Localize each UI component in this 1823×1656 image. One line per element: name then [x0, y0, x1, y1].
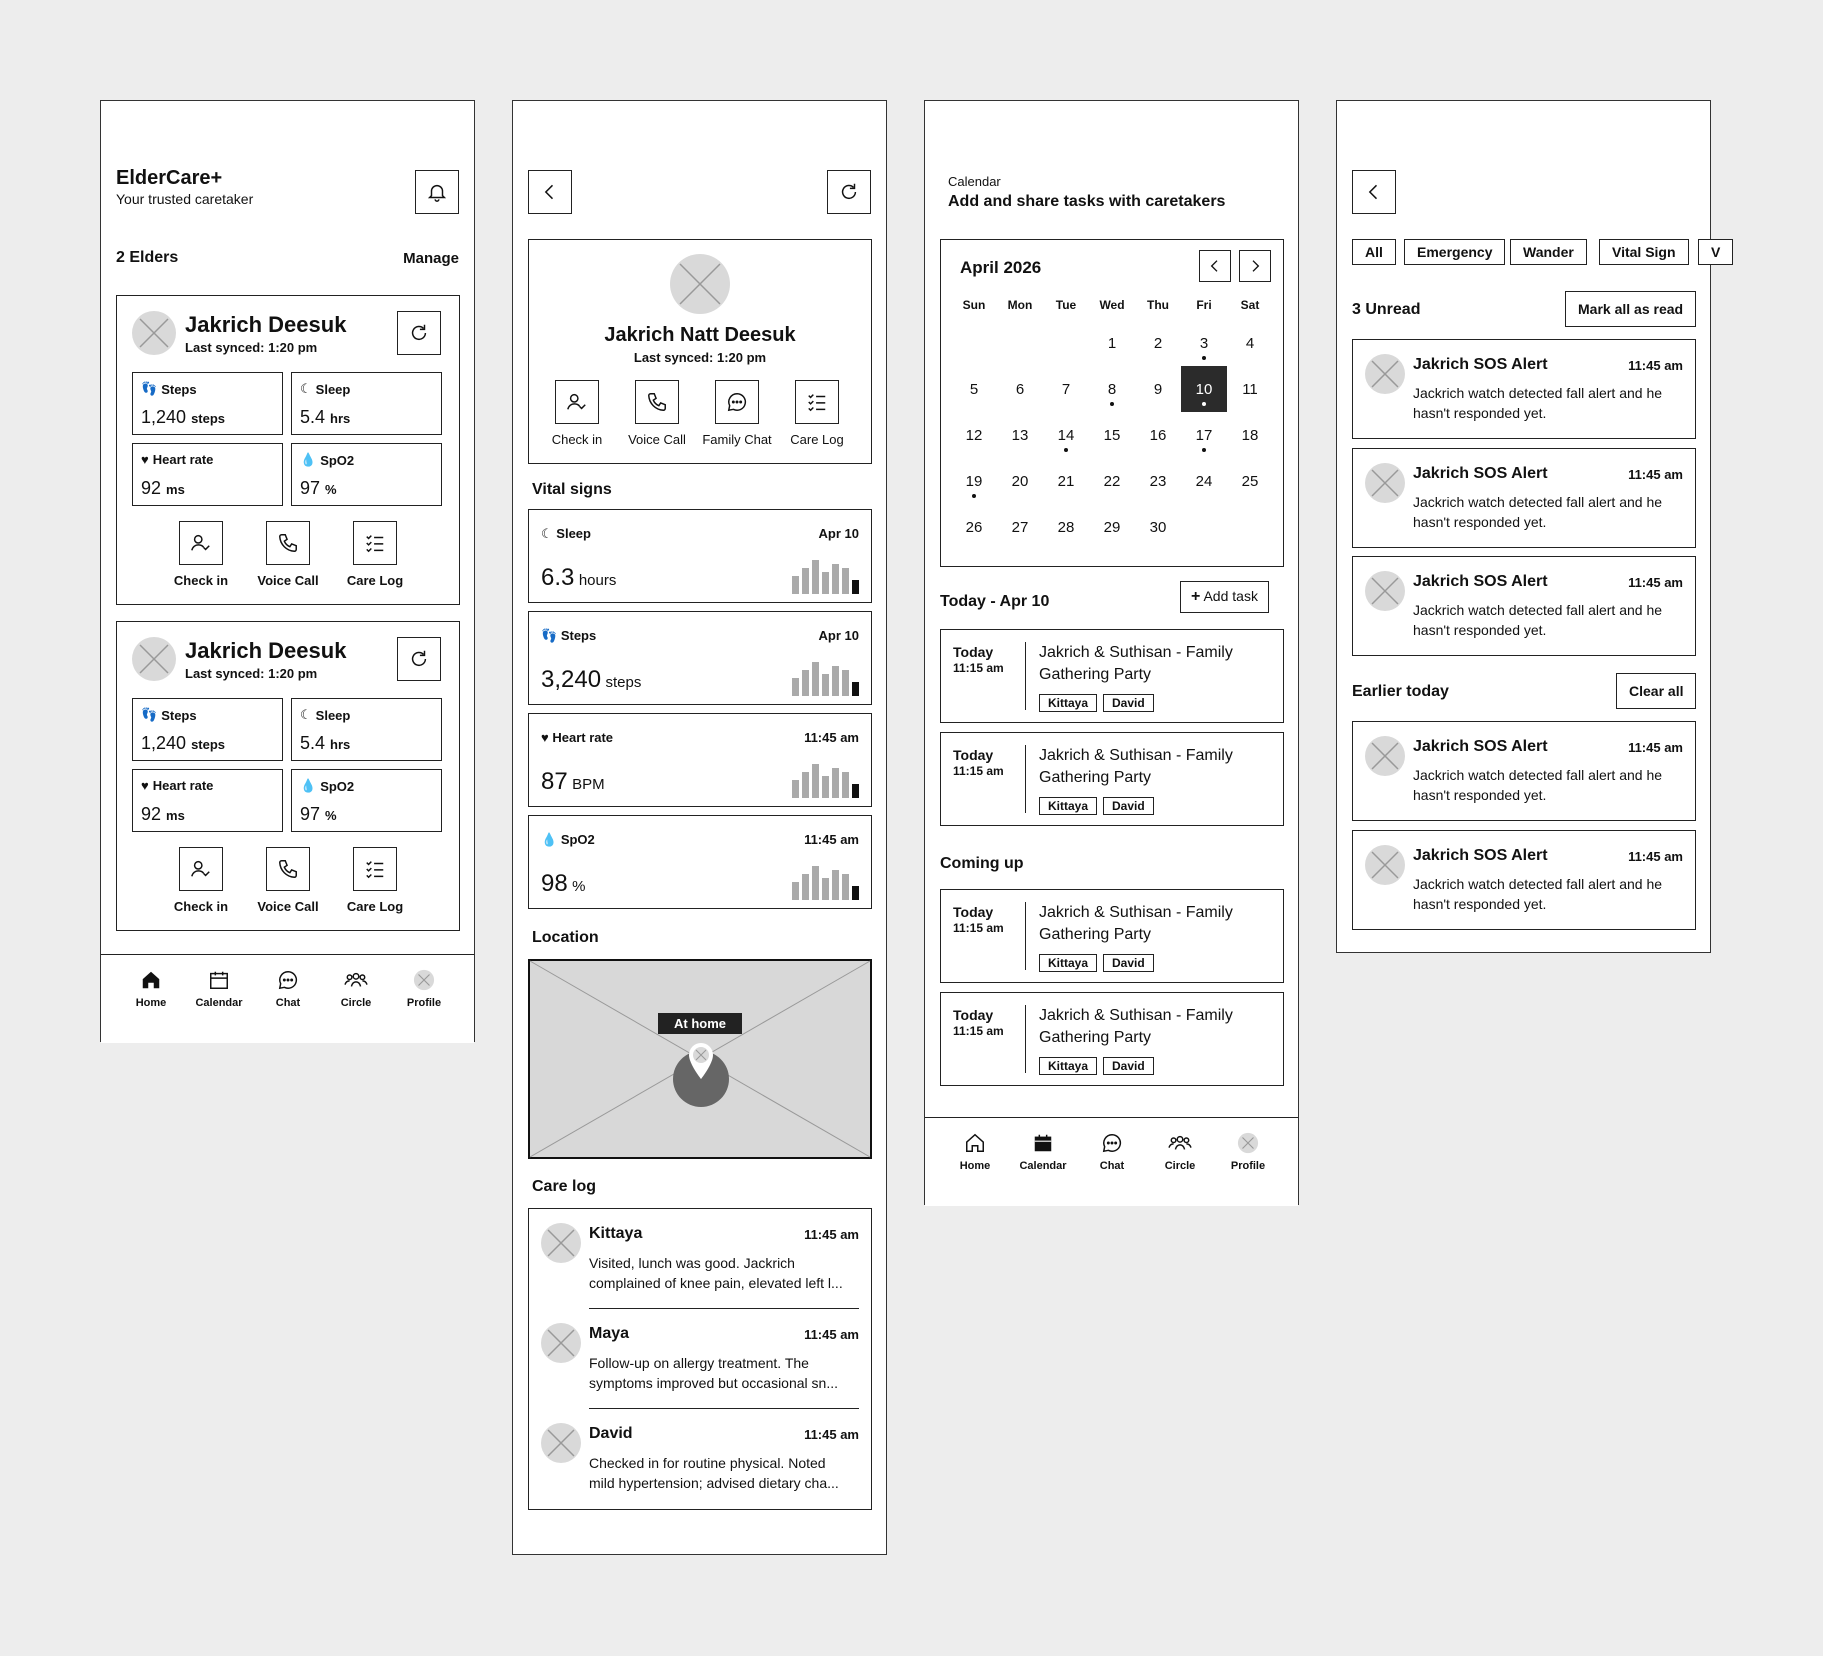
today-title: Today - Apr 10: [940, 593, 1050, 610]
event-card[interactable]: Today 11:15 am Jakrich & Suthisan - Family Gathering Party Kittaya David: [940, 889, 1284, 983]
app-subtitle: Your trusted caretaker: [116, 191, 254, 207]
calendar-empty: [1227, 504, 1273, 550]
drop-icon: 💧: [300, 778, 317, 793]
bell-icon: [426, 181, 448, 203]
calendar-day[interactable]: 4: [1245, 334, 1255, 352]
weekday-label: Fri: [1196, 298, 1212, 312]
calendar-day[interactable]: 23: [1149, 472, 1167, 490]
event-card[interactable]: Today 11:15 am Jakrich & Suthisan - Family Gathering Party Kittaya David: [940, 992, 1284, 1086]
steps-vital-card[interactable]: 👣 Steps Apr 10 3,240 steps: [528, 611, 872, 705]
phone-icon: [646, 391, 668, 413]
avatar: [1365, 736, 1405, 776]
vitals-list: [528, 509, 872, 909]
tag-chip: Kittaya: [1039, 954, 1097, 972]
prev-month-button[interactable]: [1199, 250, 1231, 282]
heart-rate-vital-card[interactable]: ♥ Heart rate 11:45 am 87 BPM: [528, 713, 872, 807]
voice-call-button[interactable]: Voice Call: [245, 847, 331, 914]
filter-vital-sign[interactable]: Vital Sign: [1599, 239, 1689, 265]
calendar-icon: [1032, 1132, 1054, 1154]
month-calendar: [940, 239, 1284, 567]
calendar-day[interactable]: 28: [1057, 518, 1075, 536]
calendar-day[interactable]: 22: [1103, 472, 1121, 490]
calendar-day[interactable]: 11: [1242, 380, 1258, 398]
nav-calendar[interactable]: Calendar: [1008, 1132, 1078, 1172]
earlier-list: [1352, 721, 1696, 937]
last-synced: Last synced: 1:20 pm: [633, 350, 767, 365]
profile-avatar-icon: [1237, 1132, 1259, 1154]
care-log-button[interactable]: Care Log: [777, 380, 857, 447]
event-dot: [1064, 448, 1068, 452]
steps-sparkline: [792, 662, 859, 696]
drop-icon: 💧: [300, 452, 317, 467]
calendar-day[interactable]: 8: [1089, 366, 1135, 412]
event-dot: [1202, 402, 1206, 406]
weekday-label: Wed: [1099, 298, 1125, 312]
tag-chip: David: [1103, 797, 1154, 815]
chevron-left-icon: [1364, 182, 1384, 202]
calendar-day[interactable]: 9: [1153, 380, 1163, 398]
avatar: [670, 254, 730, 314]
moon-icon: ☾: [300, 381, 312, 396]
voice-call-button[interactable]: Voice Call: [617, 380, 697, 447]
location-map[interactable]: [528, 959, 872, 1159]
calendar-day[interactable]: 16: [1149, 426, 1167, 444]
home-icon: [140, 969, 162, 991]
bottom-nav: [101, 954, 474, 1043]
home-icon: [964, 1132, 986, 1154]
calendar-icon: [208, 969, 230, 991]
calendar-day[interactable]: 26: [965, 518, 983, 536]
calendar-day[interactable]: 15: [1103, 426, 1121, 444]
clear-all-button[interactable]: Clear all: [1616, 673, 1696, 709]
calendar-empty: [951, 320, 997, 366]
chat-icon: [277, 969, 299, 991]
weekday-label: Tue: [1055, 298, 1077, 312]
event-dot: [1110, 402, 1114, 406]
nav-home[interactable]: Home: [116, 969, 186, 1009]
filter-wander[interactable]: Wander: [1510, 239, 1587, 265]
tag-chip: David: [1103, 1057, 1154, 1075]
avatar: [132, 311, 176, 355]
earlier-title: Earlier today: [1352, 683, 1449, 700]
calendar-day[interactable]: 18: [1241, 426, 1259, 444]
heart-icon: ♥: [141, 778, 149, 793]
sleep-sparkline: [792, 560, 859, 594]
bottom-nav: [925, 1117, 1298, 1206]
screen-label: Calendar: [948, 174, 1001, 189]
elder-full-name: Jakrich Natt Deesuk: [604, 324, 796, 346]
calendar-empty: [1043, 320, 1089, 366]
calendar-empty: [997, 320, 1043, 366]
sleep-stat: ☾ Sleep 5.4 hrs: [291, 698, 442, 761]
mark-all-read-button[interactable]: Mark all as read: [1565, 291, 1696, 327]
calendar-day[interactable]: 20: [1011, 472, 1029, 490]
calendar-day[interactable]: 12: [965, 426, 983, 444]
nav-profile[interactable]: Profile: [1213, 1132, 1283, 1172]
chat-icon: [726, 391, 748, 413]
chevron-left-icon: [1207, 258, 1223, 274]
checklist-icon: [806, 391, 828, 413]
person-check-icon: [190, 532, 212, 554]
heart-rate-sparkline: [792, 764, 859, 798]
people-icon: [1168, 1132, 1192, 1154]
avatar: [541, 1323, 581, 1363]
avatar: [1365, 354, 1405, 394]
refresh-button[interactable]: [397, 637, 441, 681]
weekday-label: Mon: [1007, 298, 1033, 312]
elders-count: 2 Elders: [116, 249, 179, 266]
tag-chip: Kittaya: [1039, 1057, 1097, 1075]
tag-chip: Kittaya: [1039, 694, 1097, 712]
nav-circle[interactable]: Circle: [321, 969, 391, 1009]
chat-icon: [1101, 1132, 1123, 1154]
refresh-icon: [838, 181, 860, 203]
calendar-day[interactable]: 19: [951, 458, 997, 504]
check-in-button[interactable]: Check in: [158, 521, 244, 588]
spo2-stat: 💧 SpO2 97 %: [291, 769, 442, 832]
refresh-button[interactable]: [397, 311, 441, 355]
chevron-right-icon: [1247, 258, 1263, 274]
weekday-label: Sun: [962, 298, 986, 312]
elder-card[interactable]: [116, 295, 460, 605]
family-chat-button[interactable]: Family Chat: [697, 380, 777, 447]
phone-icon: [277, 532, 299, 554]
month-label: April 2026: [960, 258, 1042, 277]
filter-more[interactable]: V: [1698, 239, 1733, 265]
nav-home[interactable]: Home: [940, 1132, 1010, 1172]
profile-avatar-icon: [413, 969, 435, 991]
avatar: [1365, 845, 1405, 885]
event-dot: [1202, 356, 1206, 360]
voice-call-button[interactable]: Voice Call: [245, 521, 331, 588]
sleep-stat: ☾ Sleep 5.4 hrs: [291, 372, 442, 435]
nav-calendar[interactable]: Calendar: [184, 969, 254, 1009]
people-icon: [344, 969, 368, 991]
avatar: [132, 637, 176, 681]
weekday-label: Thu: [1147, 298, 1169, 312]
filter-emergency[interactable]: Emergency: [1404, 239, 1505, 265]
manage-link[interactable]: Manage: [403, 250, 459, 267]
footprints-icon: 👣: [541, 628, 558, 643]
map-pin-icon: [672, 1039, 730, 1107]
alert-notification[interactable]: Jakrich SOS Alert 11:45 am Jackrich watch detected fall alert and he hasn't responded yet.: [1352, 448, 1696, 548]
alert-notification[interactable]: Jakrich SOS Alert 11:45 am Jackrich watch detected fall alert and he hasn't responded yet.: [1352, 721, 1696, 821]
notifications-button[interactable]: [415, 170, 459, 214]
event-card[interactable]: Today 11:15 am Jakrich & Suthisan - Family Gathering Party Kittaya David: [940, 732, 1284, 826]
heart-rate-stat: ♥ Heart rate 92 ms: [132, 443, 283, 506]
location-title: Location: [532, 929, 599, 946]
vital-signs-title: Vital signs: [532, 481, 612, 498]
footprints-icon: 👣: [141, 707, 158, 722]
care-log-button[interactable]: Care Log: [332, 521, 418, 588]
unread-list: [1352, 339, 1696, 663]
elder-card[interactable]: [116, 621, 460, 931]
care-log-button[interactable]: Care Log: [332, 847, 418, 914]
last-synced: Last synced: 1:20 pm: [185, 340, 318, 355]
tag-chip: David: [1103, 694, 1154, 712]
refresh-icon: [408, 322, 430, 344]
calendar-day[interactable]: 14: [1043, 412, 1089, 458]
profile-card: [528, 239, 872, 464]
heart-icon: ♥: [141, 452, 149, 467]
coming-up-title: Coming up: [940, 855, 1024, 872]
drop-icon: 💧: [541, 832, 558, 847]
weekday-label: Sat: [1240, 298, 1260, 312]
elder-detail-screen: [512, 100, 887, 1555]
back-button[interactable]: [528, 170, 572, 214]
check-in-button[interactable]: Check in: [537, 380, 617, 447]
avatar: [1365, 571, 1405, 611]
unread-count: 3 Unread: [1352, 301, 1421, 318]
checklist-icon: [364, 858, 386, 880]
next-month-button[interactable]: [1239, 250, 1271, 282]
refresh-button[interactable]: [827, 170, 871, 214]
tag-chip: David: [1103, 954, 1154, 972]
calendar-day[interactable]: 7: [1061, 380, 1071, 398]
filter-all[interactable]: All: [1352, 239, 1396, 265]
calendar-day[interactable]: 6: [1015, 380, 1025, 398]
last-synced: Last synced: 1:20 pm: [185, 666, 318, 681]
app-title: ElderCare+: [116, 167, 223, 189]
location-label: At home: [658, 1013, 742, 1034]
footprints-icon: 👣: [141, 381, 158, 396]
phone-icon: [277, 858, 299, 880]
care-log-entry[interactable]: David 11:45 am Checked in for routine physical. Noted mild hypertension; advised dietary cha...: [529, 1409, 871, 1509]
person-check-icon: [190, 858, 212, 880]
care-log-entry[interactable]: Kittaya 11:45 am Visited, lunch was good. Jackrich complained of knee pain, elevated left l...: [529, 1209, 871, 1309]
steps-stat: 👣 Steps 1,240 steps: [132, 372, 283, 435]
nav-chat[interactable]: Chat: [253, 969, 323, 1009]
spo2-vital-card[interactable]: 💧 SpO2 11:45 am 98 %: [528, 815, 872, 909]
checklist-icon: [364, 532, 386, 554]
calendar-day[interactable]: 2: [1153, 334, 1163, 352]
avatar: [541, 1423, 581, 1463]
plus-icon: +: [1191, 588, 1201, 605]
calendar-day[interactable]: 29: [1103, 518, 1121, 536]
event-dot: [1202, 448, 1206, 452]
calendar-day[interactable]: 1: [1107, 334, 1117, 352]
add-task-button[interactable]: + Add task: [1180, 581, 1269, 613]
calendar-day[interactable]: 21: [1057, 472, 1075, 490]
care-log-entry[interactable]: Maya 11:45 am Follow-up on allergy treatment. The symptoms improved but occasional sn...: [529, 1309, 871, 1409]
event-dot: [972, 494, 976, 498]
calendar-day[interactable]: 3: [1181, 320, 1227, 366]
back-button[interactable]: [1352, 170, 1396, 214]
calendar-empty: [1181, 504, 1227, 550]
nav-profile[interactable]: Profile: [389, 969, 459, 1009]
check-in-button[interactable]: Check in: [158, 847, 244, 914]
calendar-day[interactable]: 27: [1011, 518, 1029, 536]
nav-chat[interactable]: Chat: [1077, 1132, 1147, 1172]
calendar-day[interactable]: 10: [1181, 366, 1227, 412]
moon-icon: ☾: [541, 526, 553, 541]
alert-notification[interactable]: Jakrich SOS Alert 11:45 am Jackrich watch detected fall alert and he hasn't responded yet.: [1352, 339, 1696, 439]
spo2-sparkline: [792, 866, 859, 900]
heart-icon: ♥: [541, 730, 549, 745]
calendar-day[interactable]: 17: [1181, 412, 1227, 458]
moon-icon: ☾: [300, 707, 312, 722]
calendar-day[interactable]: 13: [1011, 426, 1029, 444]
calendar-day[interactable]: 30: [1149, 518, 1167, 536]
chevron-left-icon: [540, 182, 560, 202]
refresh-icon: [408, 648, 430, 670]
elder-name: Jakrich Deesuk: [185, 638, 347, 663]
tag-chip: Kittaya: [1039, 797, 1097, 815]
screen-title: Add and share tasks with caretakers: [948, 193, 1226, 210]
avatar: [541, 1223, 581, 1263]
alert-notification[interactable]: Jakrich SOS Alert 11:45 am Jackrich watch detected fall alert and he hasn't responded yet.: [1352, 556, 1696, 656]
calendar-day[interactable]: 5: [969, 380, 979, 398]
spo2-stat: 💧 SpO2 97 %: [291, 443, 442, 506]
avatar: [1365, 463, 1405, 503]
calendar-screen: [924, 100, 1299, 1205]
steps-stat: 👣 Steps 1,240 steps: [132, 698, 283, 761]
notifications-screen: [1336, 100, 1721, 953]
calendar-day[interactable]: 25: [1241, 472, 1259, 490]
person-check-icon: [566, 391, 588, 413]
alert-notification[interactable]: Jakrich SOS Alert 11:45 am Jackrich watch detected fall alert and he hasn't responded yet.: [1352, 830, 1696, 930]
sleep-vital-card[interactable]: ☾ Sleep Apr 10 6.3 hours: [528, 509, 872, 603]
care-log-title: Care log: [532, 1178, 597, 1195]
care-log-list: [528, 1208, 872, 1510]
home-screen: [100, 100, 475, 1042]
calendar-grid: [951, 290, 1273, 550]
heart-rate-stat: ♥ Heart rate 92 ms: [132, 769, 283, 832]
elder-name: Jakrich Deesuk: [185, 312, 347, 337]
calendar-day[interactable]: 24: [1195, 472, 1213, 490]
nav-circle[interactable]: Circle: [1145, 1132, 1215, 1172]
event-card[interactable]: Today 11:15 am Jakrich & Suthisan - Family Gathering Party Kittaya David: [940, 629, 1284, 723]
